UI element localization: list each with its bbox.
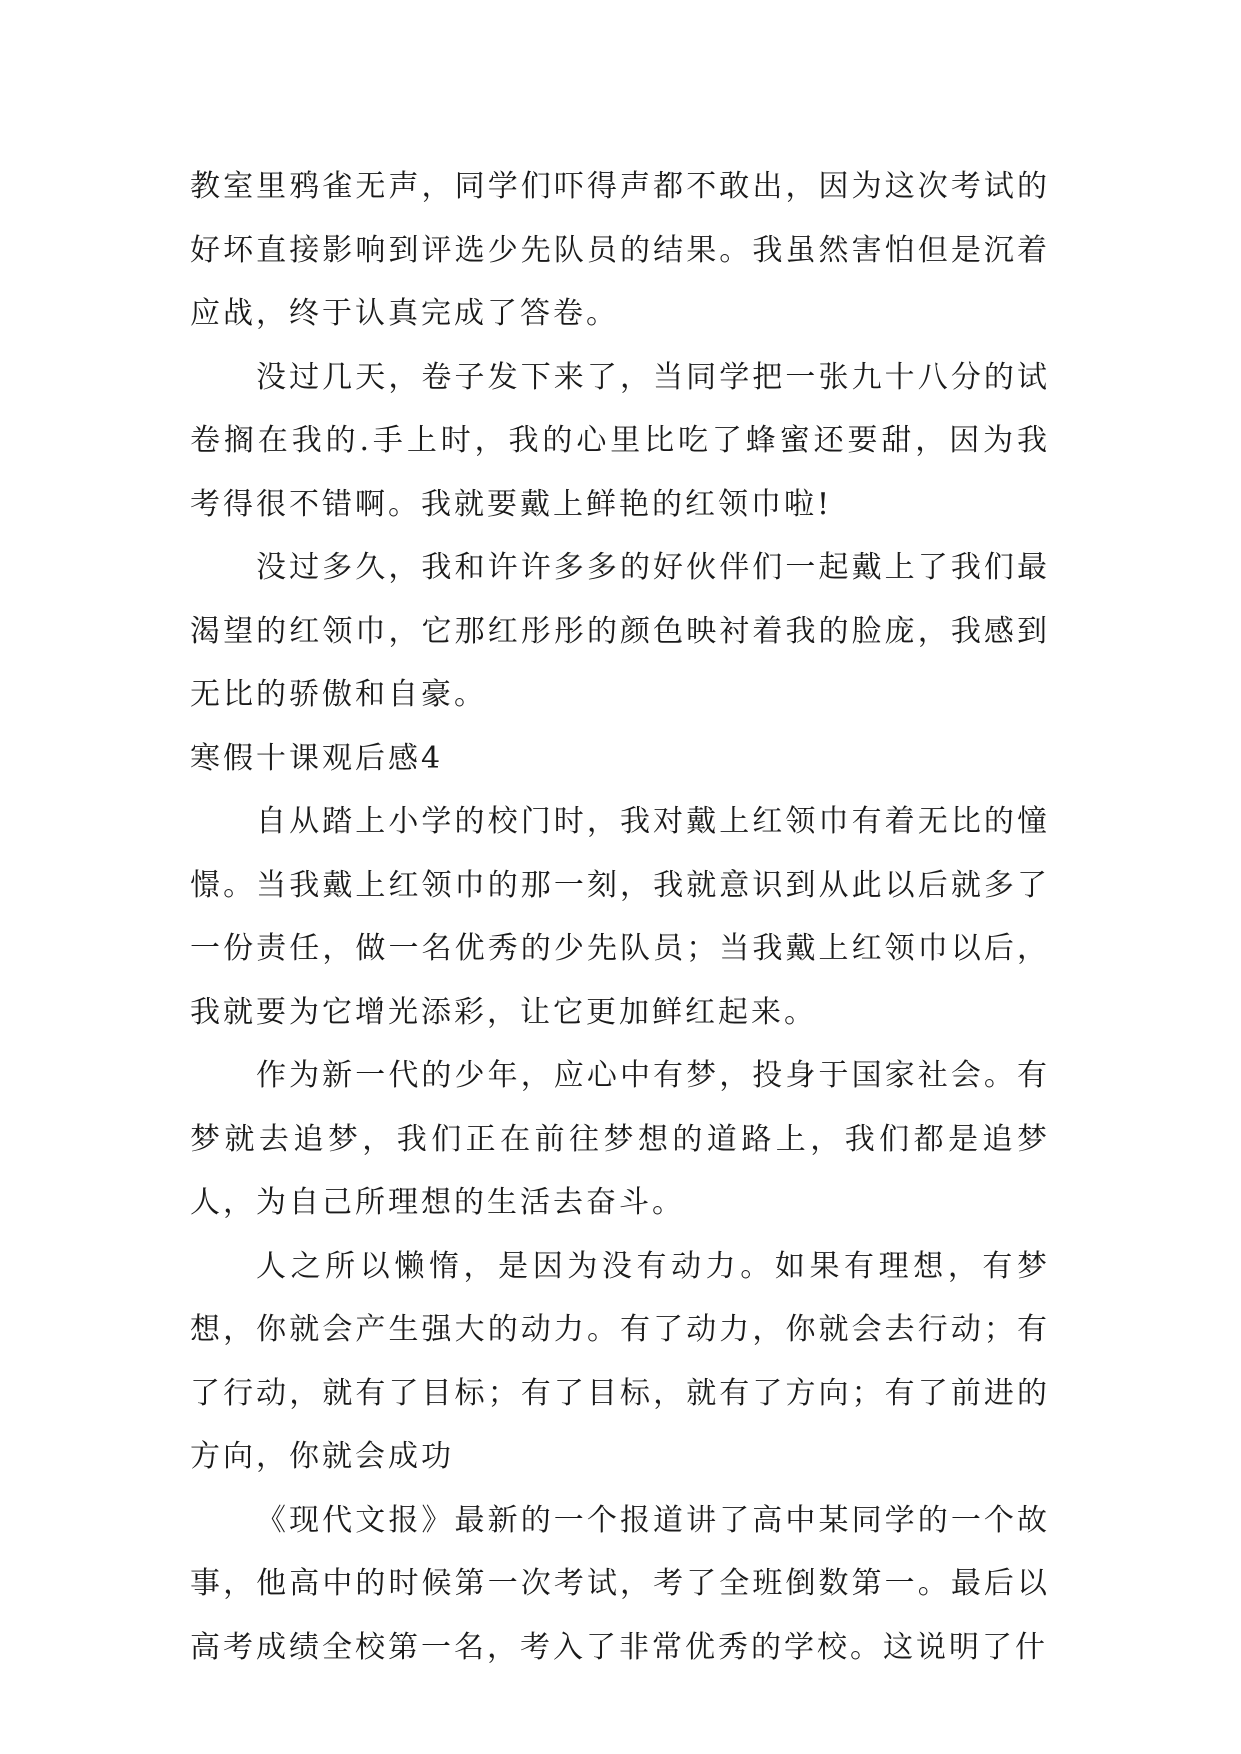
- section-paragraph-1: 自从踏上小学的校门时，我对戴上红领巾有着无比的憧憬。当我戴上红领巾的那一刻，我就意识到从此以后就多了一份责任，做一名优秀的少先队员；当我戴上红领巾以后，我就要为它增光添彩，让它更加鲜红起来。: [190, 804, 1050, 1030]
- paragraph-3: 没过多久，我和许许多多的好伙伴们一起戴上了我们最渴望的红领巾，它那红彤彤的颜色映衬着我的脸庞，我感到无比的骄傲和自豪。: [190, 550, 1050, 712]
- paragraph-2: 没过几天，卷子发下来了，当同学把一张九十八分的试卷搁在我的.手上时，我的心里比吃了蜂蜜还要甜，因为我考得很不错啊。我就要戴上鲜艳的红领巾啦!: [190, 359, 1050, 522]
- section-heading: 寒假十课观后感4: [190, 740, 444, 776]
- section-paragraph-2: 作为新一代的少年，应心中有梦，投身于国家社会。有梦就去追梦，我们正在前往梦想的道路上，我们都是追梦人，为自己所理想的生活去奋斗。: [190, 1058, 1050, 1220]
- paragraph-1: 教室里鸦雀无声，同学们吓得声都不敢出，因为这次考试的好坏直接影响到评选少先队员的结果。我虽然害怕但是沉着应战，终于认真完成了答卷。: [190, 169, 1050, 331]
- section-paragraph-4: 《现代文报》最新的一个报道讲了高中某同学的一个故事，他高中的时候第一次考试，考了全班倒数第一。最后以高考成绩全校第一名，考入了非常优秀的学校。这说明了什: [190, 1502, 1050, 1665]
- document-body: [190, 155, 1050, 1679]
- section-paragraph-3: 人之所以懒惰，是因为没有动力。如果有理想，有梦想，你就会产生强大的动力。有了动力，你就会去行动；有了行动，就有了目标；有了目标，就有了方向；有了前进的方向，你就会成功: [190, 1248, 1050, 1474]
